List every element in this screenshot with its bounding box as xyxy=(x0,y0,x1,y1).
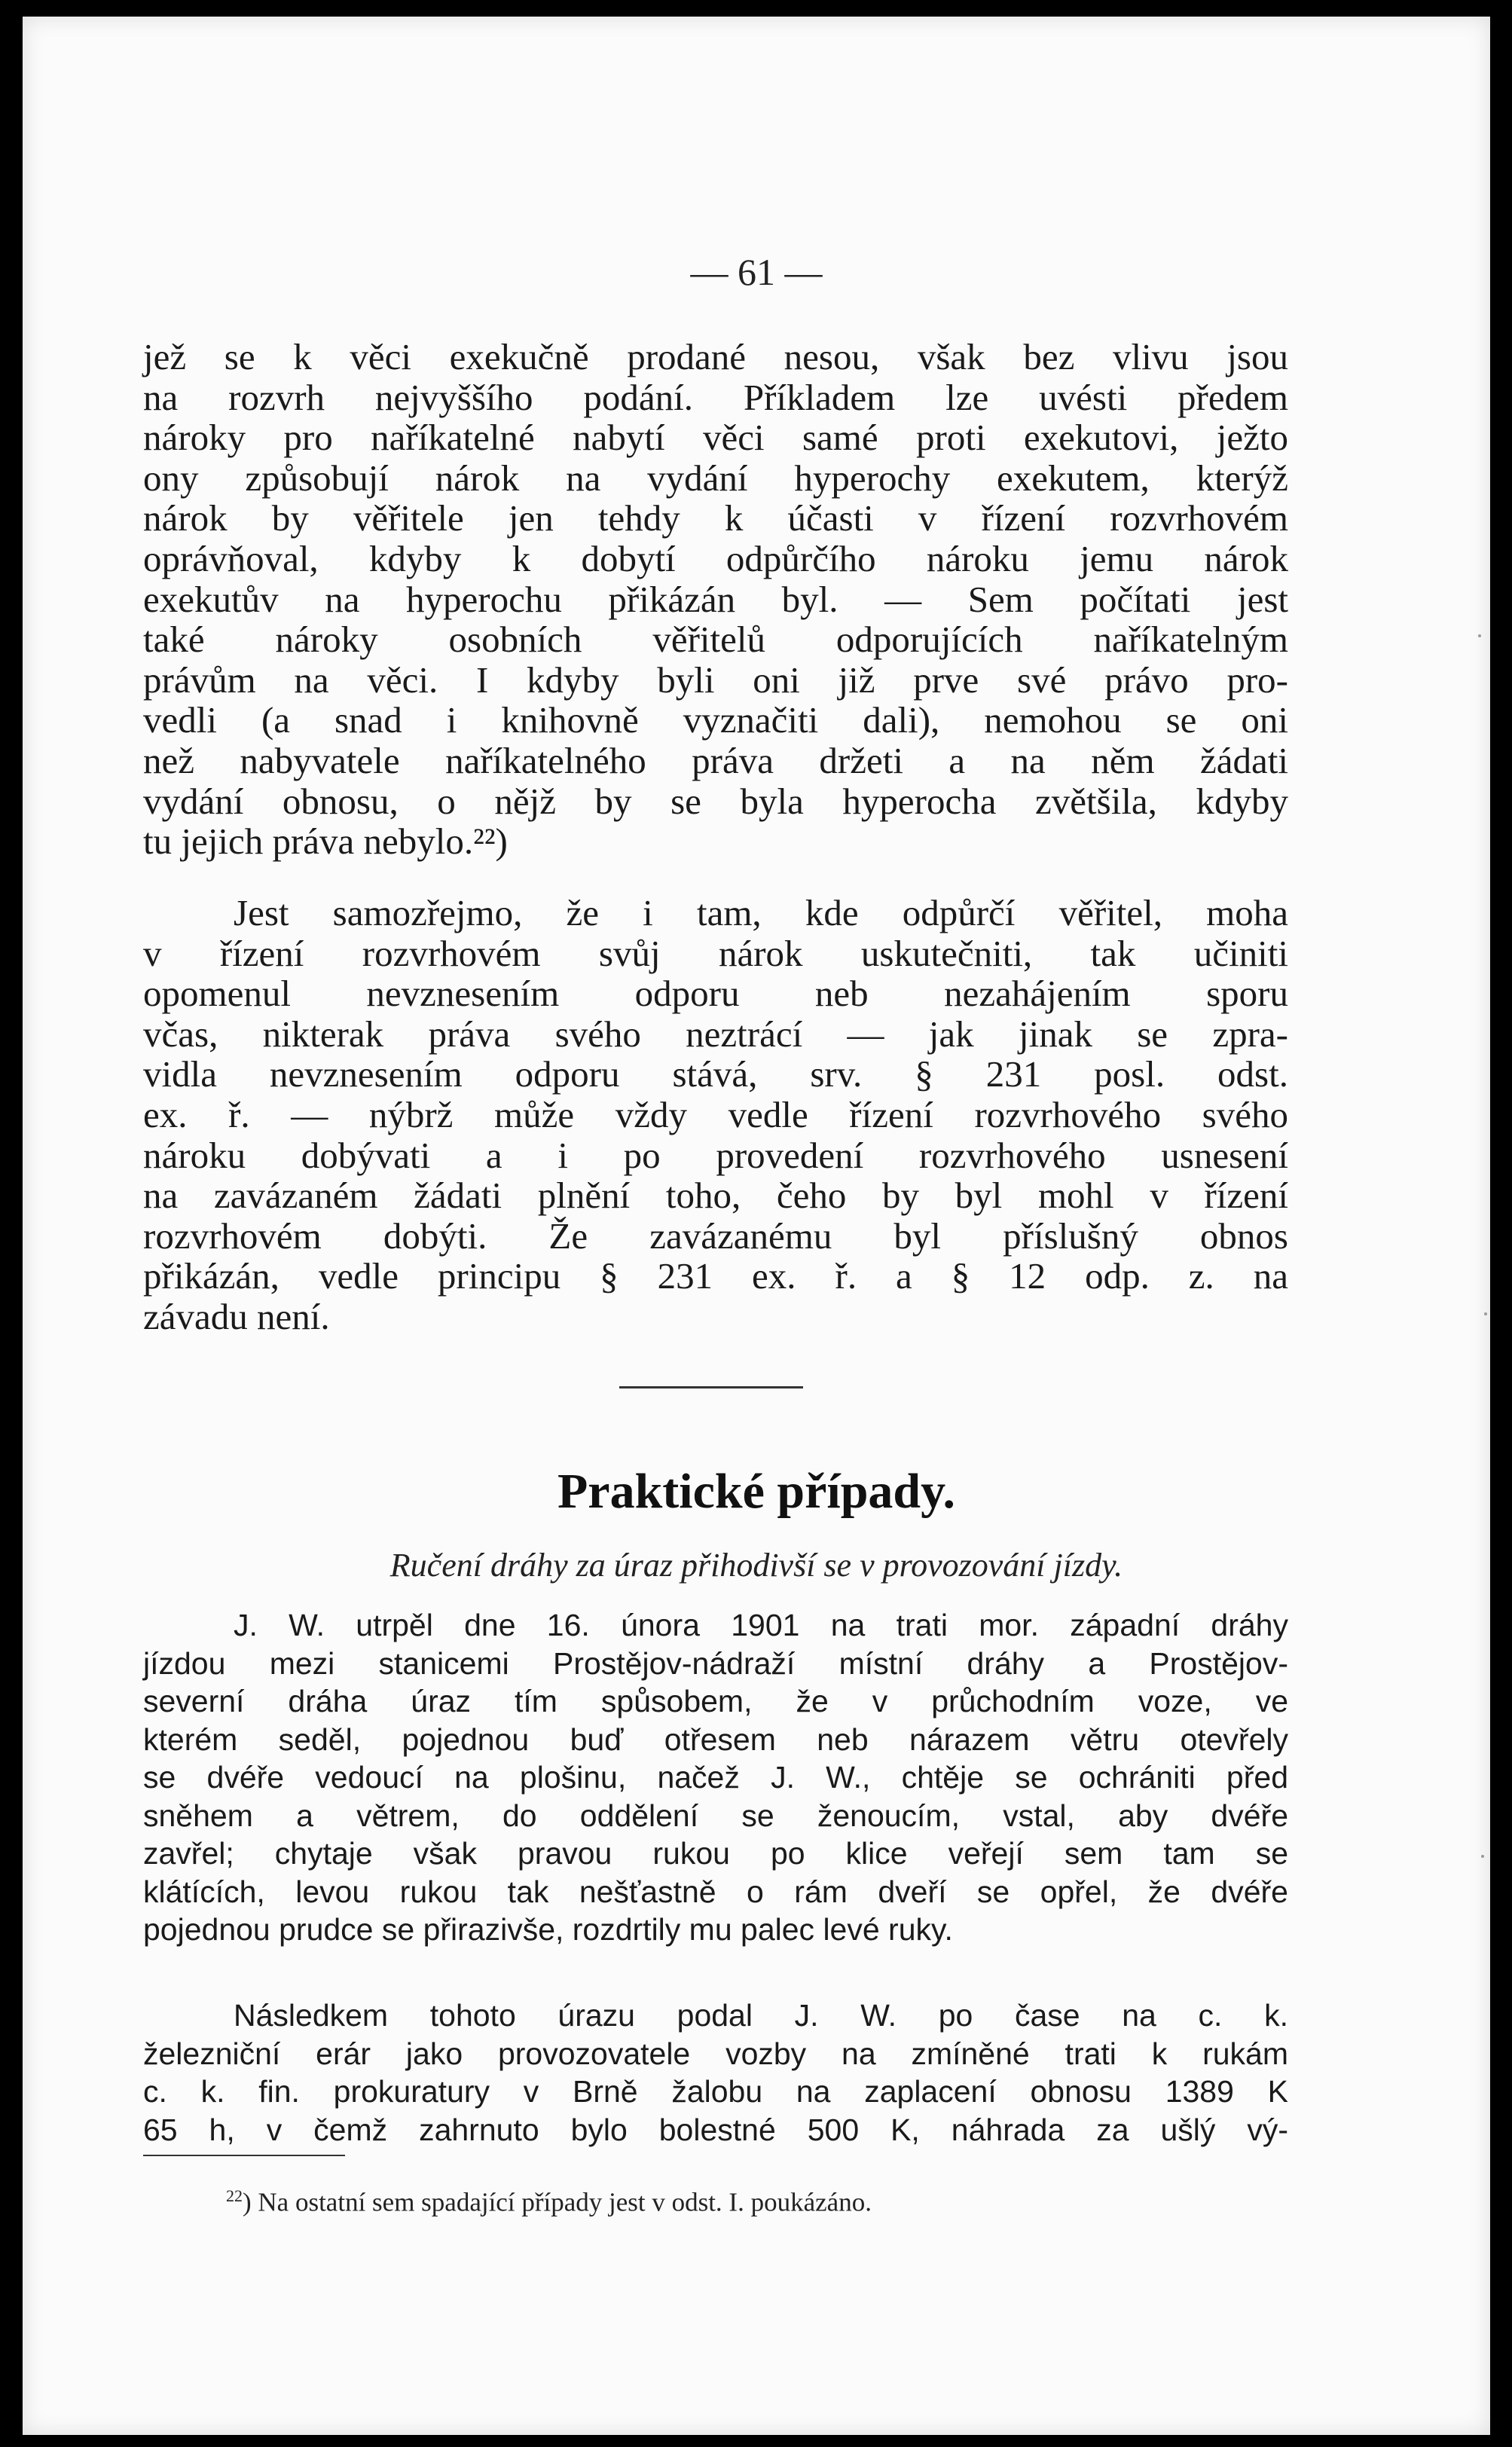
text-line: na rozvrh nejvyššího podání. Příkladem lze uvésti předem xyxy=(143,376,1288,418)
text-line: kterém seděl, pojednou buď otřesem neb nárazem větru otevřely xyxy=(143,1721,1288,1757)
text-line: nárok by věřitele jen tehdy k účasti v řízení rozvrhovém xyxy=(143,497,1288,539)
footnote-marker: 22 xyxy=(226,2186,243,2205)
text-line: tu jejich práva nebylo.²²) xyxy=(143,820,508,863)
scan-speck xyxy=(1481,1855,1484,1858)
scan-speck xyxy=(1484,1312,1487,1315)
text-line: severní dráha úraz tím spůsobem, že v průchodním voze, ve xyxy=(143,1684,1288,1718)
text-line: pojednou prudce se přirazivše, rozdrtily mu palec levé ruky. xyxy=(143,1912,953,1947)
text-line: přikázán, vedle principu § 231 ex. ř. a § 12 odp. z. na xyxy=(143,1255,1288,1297)
text-line: exekutův na hyperochu přikázán byl. — Sem počítati jest xyxy=(143,578,1288,620)
text-line: železniční erár jako provozovatele vozby na zmíněné trati k rukám xyxy=(143,2036,1288,2071)
paragraph-rozvrh-1 xyxy=(143,337,1288,862)
text-line: v řízení rozvrhovém svůj nárok uskutečniti, tak učiniti xyxy=(143,932,1288,974)
text-line: jízdou mezi stanicemi Prostějov-nádraží místní dráhy a Prostějov- xyxy=(143,1645,1288,1681)
scan-speck xyxy=(1478,634,1481,637)
text-line: nároky pro naříkatelné nabytí věci samé proti exekutovi, ježto xyxy=(143,417,1288,459)
text-line: 65 h, v čemž zahrnuto bylo bolestné 500 K, náhrada za ušlý vý- xyxy=(143,2112,1288,2147)
footnote-divider xyxy=(143,2155,345,2156)
text-line: závadu není. xyxy=(143,1295,330,1337)
text-line: ex. ř. — nýbrž může vždy vedle řízení rozvrhového svého xyxy=(143,1093,1288,1135)
text-line: Následkem tohoto úrazu podal J. W. po čase na c. k. xyxy=(234,1998,1288,2033)
text-line: c. k. fin. prokuratury v Brně žalobu na zaplacení obnosu 1389 K xyxy=(143,2074,1288,2109)
text-line: Jest samozřejmo, že i tam, kde odpůrčí věřitel, moha xyxy=(234,892,1288,933)
text-line: nároku dobývati a i po provedení rozvrhového usnesení xyxy=(143,1134,1288,1176)
text-line: také nároky osobních věřitelů odporujících naříkatelným xyxy=(143,619,1288,661)
text-line: ony způsobují nárok na vydání hyperochy exekutem, kterýž xyxy=(143,457,1288,499)
text-line: než nabyvatele naříkatelného práva držeti a na něm žádati xyxy=(143,739,1288,781)
text-line: vydání obnosu, o nějž by se byla hyperocha zvětšila, kdyby xyxy=(143,780,1288,822)
text-line: J. W. utrpěl dne 16. února 1901 na trati mor. západní dráhy xyxy=(234,1608,1288,1642)
scanned-page xyxy=(23,17,1490,2435)
page-number: — 61 — xyxy=(690,251,823,293)
section-heading: Praktické případy. xyxy=(557,1464,956,1519)
text-line: jež se k věci exekučně prodané nesou, však bez vlivu jsou xyxy=(143,336,1288,377)
text-line: právům na věci. I kdyby byli oni již prve své právo pro- xyxy=(143,658,1288,701)
text-line: oprávňoval, kdyby k dobytí odpůrčího nároku jemu nárok xyxy=(143,537,1288,579)
paragraph-case-2 xyxy=(143,1996,1288,2149)
text-line: vedli (a snad i knihovně vyznačiti dali), nemohou se oni xyxy=(143,699,1288,741)
text-line: klátících, levou rukou tak nešťastně o rám dveří se opřel, že dvéře xyxy=(143,1874,1288,1909)
text-line: opomenul nevznesením odporu neb nezahájením sporu xyxy=(143,973,1288,1015)
text-line: se dvéře vedoucí na plošinu, načež J. W., chtěje se ochrániti před xyxy=(143,1760,1288,1795)
paragraph-case-1 xyxy=(143,1606,1288,1949)
paragraph-rozvrh-2 xyxy=(143,893,1288,1337)
text-line: zavřel; chytaje však pravou rukou po klice veřejí sem tam se xyxy=(143,1836,1288,1871)
text-line: na zavázaném žádati plnění toho, čeho by byl mohl v řízení xyxy=(143,1175,1288,1217)
footnote xyxy=(226,2186,872,2218)
text-line: sněhem a větrem, do oddělení se ženoucím, vstal, aby dvéře xyxy=(143,1798,1288,1833)
case-subheading: Ručení dráhy za úraz přihodivší se v provozování jízdy. xyxy=(389,1547,1123,1584)
section-divider xyxy=(619,1386,803,1388)
text-line: rozvrhovém dobýti. Že zavázanému byl příslušný obnos xyxy=(143,1214,1288,1257)
text-line: vidla nevznesením odporu stává, srv. § 231 posl. odst. xyxy=(143,1053,1288,1095)
footnote-text: ) Na ostatní sem spadající případy jest v odst. I. poukázáno. xyxy=(243,2187,872,2217)
text-line: včas, nikterak práva svého neztrácí — jak jinak se zpra- xyxy=(143,1013,1288,1055)
